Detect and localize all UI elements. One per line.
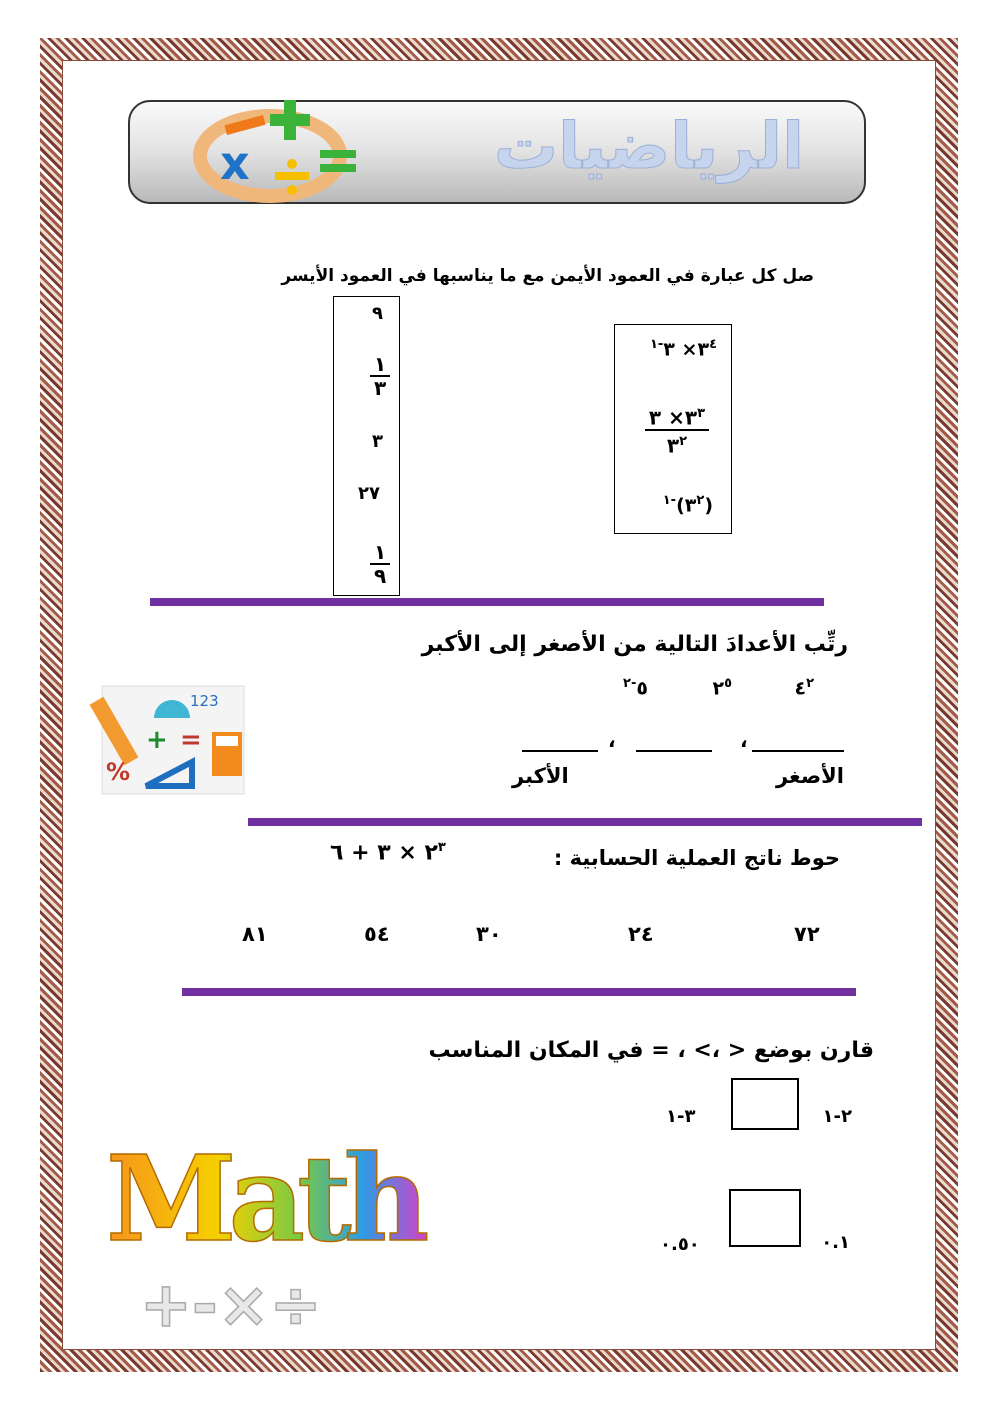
page-title: الرياضيات <box>493 110 804 184</box>
answer-blank-1[interactable] <box>752 750 844 752</box>
section-divider <box>150 598 824 606</box>
compare-right-value: ٢-١ <box>822 1106 852 1127</box>
q1-instruction: صل كل عبارة في العمود الأيمن مع ما يناسبها في العمود الأيسر <box>281 266 814 286</box>
comma: ، <box>740 728 748 752</box>
section-divider <box>248 818 922 826</box>
clipart-number: 123 <box>190 692 219 710</box>
right-expression-2: $\frac{٣^٣\times ٣}{٣^٢}$ <box>645 403 709 456</box>
q2-instruction: رتِّب الأعدادَ التالية من الأصغر إلى الأكبر <box>421 632 848 657</box>
right-expression-3: $(٣^٢)^{-١}$ <box>662 493 713 517</box>
clipart-percent: % <box>106 758 131 786</box>
math-operators: +-×÷ <box>140 1268 322 1341</box>
left-value: ٢٧ <box>358 483 380 504</box>
answer-choice[interactable]: ٢٤ <box>628 922 654 946</box>
compare-right-value: ٠.١ <box>821 1232 850 1253</box>
left-fraction: $\frac{١}{٩}$ <box>370 541 390 587</box>
q3-expression: $٢^٣$ × ٣ + ٦ <box>330 840 446 866</box>
number-item: $٤^٢$ <box>794 676 814 700</box>
answer-choice[interactable]: ٧٢ <box>794 922 820 946</box>
q3-instruction: حوط ناتج العملية الحسابية : <box>553 846 840 870</box>
svg-text:x: x <box>220 136 250 190</box>
left-value: ٩ <box>372 303 383 324</box>
compare-left-value: ٠.٥٠ <box>660 1234 700 1255</box>
compare-left-value: ٣-١ <box>666 1106 696 1127</box>
number-item: $٢^٥$ <box>712 676 732 700</box>
math-word: Math <box>106 1129 422 1268</box>
right-expression-1: $٣^٤\times$ $٣^{-١}$ <box>649 337 717 361</box>
title-banner <box>128 100 866 204</box>
left-fraction: $\frac{١}{٣}$ <box>370 353 390 399</box>
answer-choice[interactable]: ٥٤ <box>364 922 390 946</box>
number-item: $٥^{-٢}$ <box>623 676 648 700</box>
answer-choice[interactable]: ٣٠ <box>476 922 502 946</box>
answer-blank-3[interactable] <box>522 750 598 752</box>
answer-choice[interactable]: ٨١ <box>242 922 268 946</box>
math-operations-icon <box>170 104 360 204</box>
left-value: ٣ <box>372 431 383 452</box>
left-column-box <box>333 296 400 596</box>
answer-blank-2[interactable] <box>636 750 712 752</box>
comma: ، <box>608 728 616 752</box>
q4-instruction: قارن بوضع < ،> ، = في المكان المناسب <box>428 1038 874 1063</box>
section-divider <box>182 988 856 996</box>
math-tools-clipart <box>96 676 250 800</box>
label-smallest: الأصغر <box>775 764 844 788</box>
compare-answer-box[interactable] <box>729 1189 801 1247</box>
right-column-box <box>614 324 732 534</box>
svg-text:+: + <box>146 725 168 755</box>
label-largest: الأكبر <box>512 764 569 788</box>
math-word-art <box>100 1080 422 1345</box>
compare-answer-box[interactable] <box>731 1078 799 1130</box>
svg-text:=: = <box>180 725 202 755</box>
